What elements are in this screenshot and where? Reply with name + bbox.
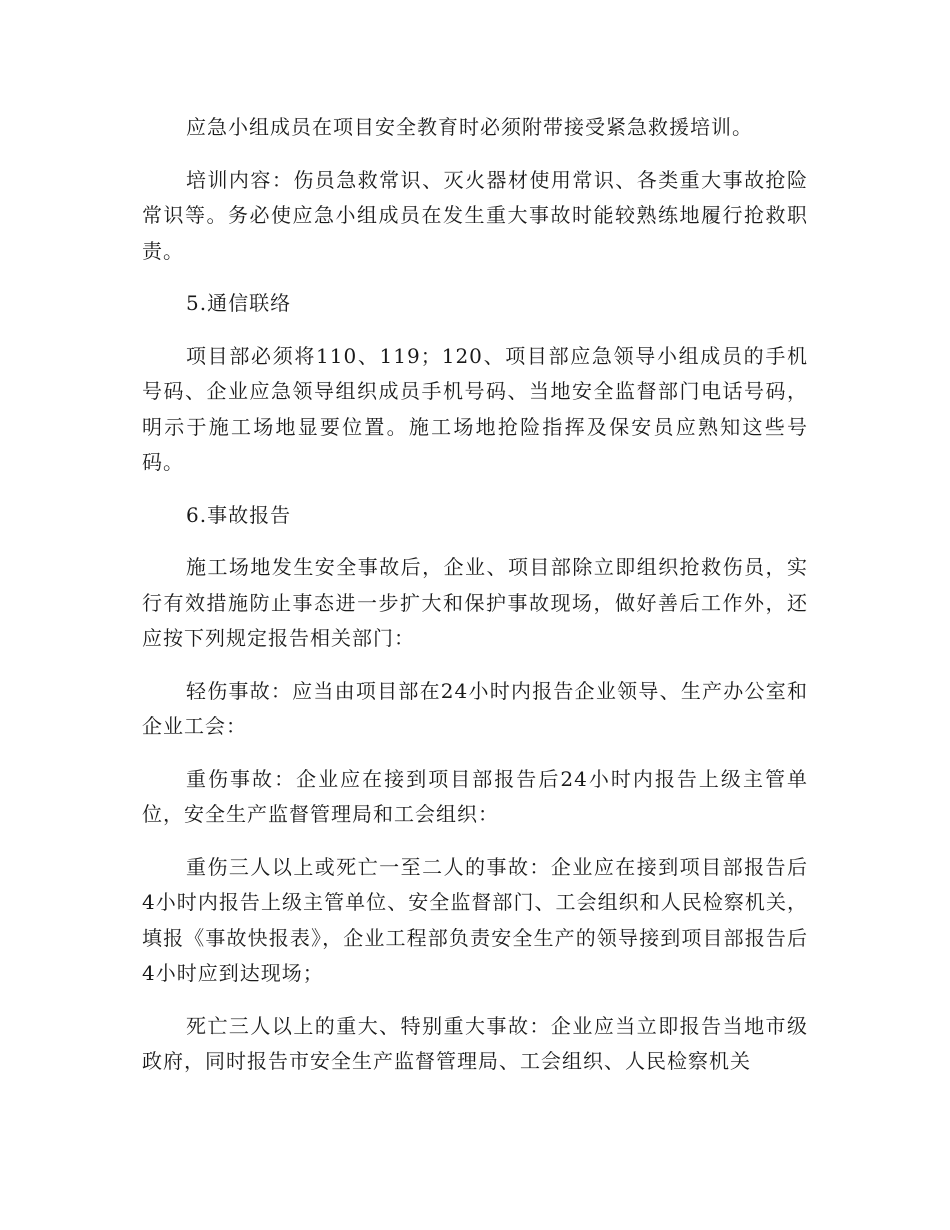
section-heading-communication: 5.通信联络 — [186, 291, 292, 315]
paragraph-phone-numbers: 项目部必须将110、119；120、项目部应急领导小组成员的手机号码、企业应急领导组织成员手机号码、当地安全监督部门电话号码，明示于施工场地显要位置。施工场地抢险指挥及保安员应熟知这些号码。 — [142, 343, 808, 474]
section-heading-accident-report: 6.事故报告 — [186, 502, 292, 527]
paragraph-accident-response: 施工场地发生安全事故后，企业、项目部除立即组织抢救伤员，实行有效措施防止事态进一步扩大和保护事故现场，做好善后工作外，还应按下列规定报告相关部门： — [142, 555, 808, 650]
paragraph-major-accident: 死亡三人以上的重大、特别重大事故：企业应当立即报告当地市级政府，同时报告市安全生产监督管理局、工会组织、人民检察机关 — [142, 1013, 808, 1073]
paragraph-serious-injury: 重伤事故：企业应在接到项目部报告后24小时内报告上级主管单位，安全生产监督管理局和工会组织： — [142, 766, 808, 826]
paragraph-minor-injury: 轻伤事故：应当由项目部在24小时内报告企业领导、生产办公室和企业工会： — [142, 678, 808, 738]
paragraph-emergency-training: 应急小组成员在项目安全教育时必须附带接受紧急救援培训。 — [186, 115, 753, 139]
paragraph-multiple-casualties: 重伤三人以上或死亡一至二人的事故：企业应在接到项目部报告后4小时内报告上级主管单位、安全监督部门、工会组织和人民检察机关，填报《事故快报表》，企业工程部负责安全生产的领导接到项目部报告后4小时应到达现场； — [142, 854, 808, 985]
paragraph-training-content: 培训内容：伤员急救常识、灭火器材使用常识、各类重大事故抢险常识等。务必使应急小组成员在发生重大事故时能较熟练地履行抢救职责。 — [142, 167, 808, 263]
document-body — [142, 110, 808, 1097]
